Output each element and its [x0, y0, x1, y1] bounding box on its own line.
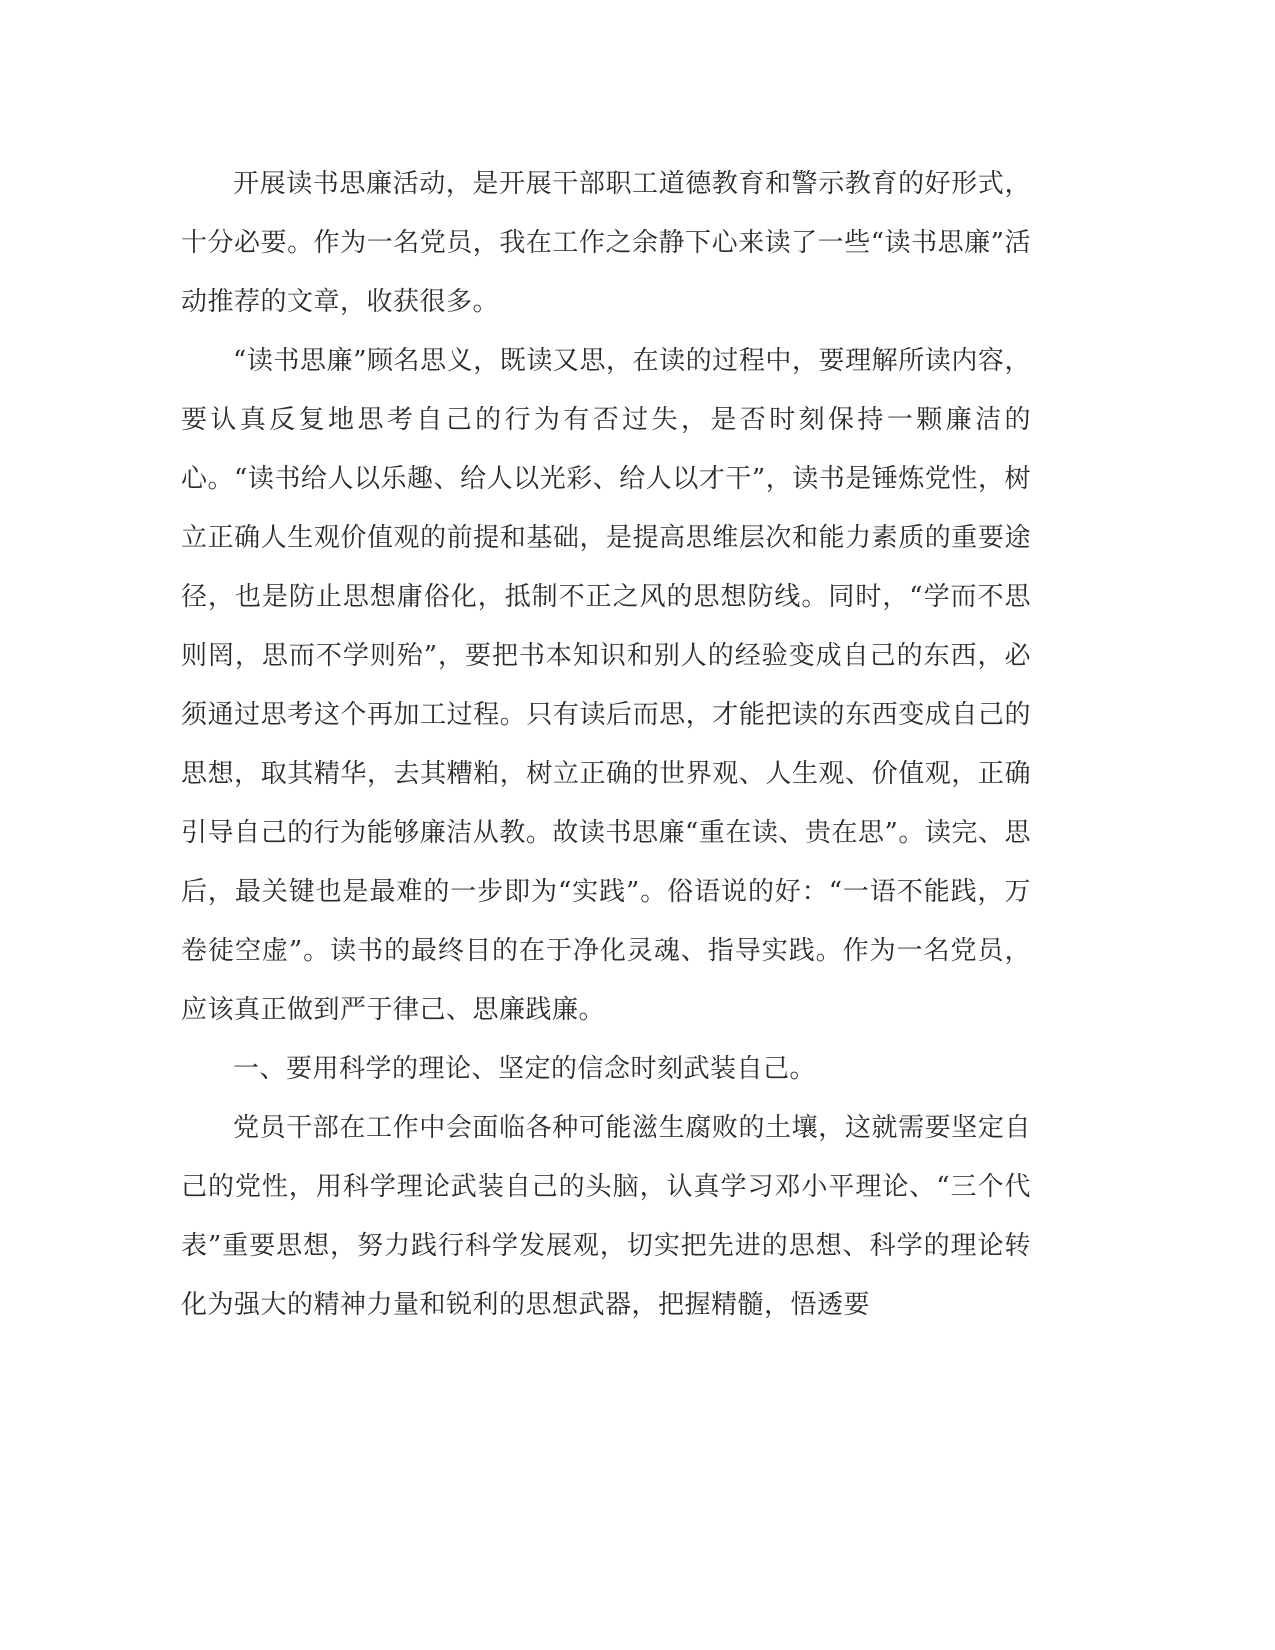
paragraph-intro: 开展读书思廉活动，是开展干部职工道德教育和警示教育的好形式，十分必要。作为一名党员，我在工作之余静下心来读了一些“读书思廉”活动推荐的文章，收获很多。: [181, 169, 1031, 317]
document-body: [181, 155, 1031, 1335]
paragraph-reading-reflection: “读书思廉”顾名思义，既读又思，在读的过程中，要理解所读内容，要认真反复地思考自己的行为有否过失，是否时刻保持一颗廉洁的心。“读书给人以乐趣、给人以光彩、给人以才干”，读书是锤炼党性，树立正确人生观价值观的前提和基础，是提高思维层次和能力素质的重要途径，也是防止思想庸俗化，抵制不正之风的思想防线。同时，“学而不思则罔，思而不学则殆”，要把书本知识和别人的经验变成自己的东西，必须通过思考这个再加工过程。只有读后而思，才能把读的东西变成自己的思想，取其精华，去其糟粕，树立正确的世界观、人生观、价值观，正确引导自己的行为能够廉洁从教。故读书思廉“重在读、贵在思”。读完、思后，最关键也是最难的一步即为“实践”。俗语说的好：“一语不能践，万卷徒空虚”。读书的最终目的在于净化灵魂、指导实践。作为一名党员，应该真正做到严于律己、思廉践廉。: [181, 346, 1031, 1025]
paragraph-party-members: 党员干部在工作中会面临各种可能滋生腐败的土壤，这就需要坚定自己的党性，用科学理论武装自己的头脑，认真学习邓小平理论、“三个代表”重要思想，努力践行科学发展观，切实把先进的思想、科学的理论转化为强大的精神力量和锐利的思想武器，把握精髓，悟透要: [181, 1113, 1031, 1320]
section-heading-one: 一、要用科学的理论、坚定的信念时刻武装自己。: [233, 1054, 817, 1084]
